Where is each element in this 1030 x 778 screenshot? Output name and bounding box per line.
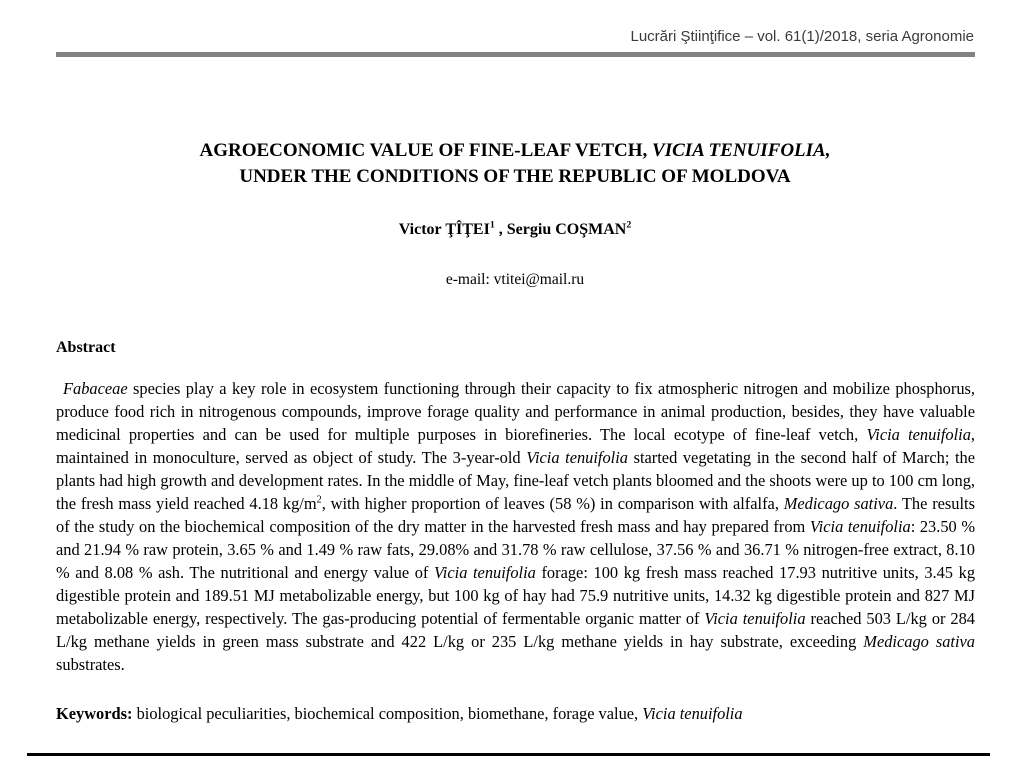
paper-title — [0, 138, 1030, 190]
paper-title-line2: UNDER THE CONDITIONS OF THE REPUBLIC OF MOLDOVA — [239, 166, 791, 187]
authors-line: Victor ŢÎŢEI$^1$ , Sergiu COŞMAN$^2$ — [398, 219, 632, 238]
abstract-section — [56, 377, 975, 725]
keywords-line: Keywords: biological peculiarities, biochemical composition, biomethane, forage value, Vicia tenuifolia — [56, 704, 743, 723]
abstract-body: Fabaceae species play a key role in ecosystem functioning through their capacity to fix atmospheric nitrogen and mobilize phosphorus, produce food rich in nitrogenous compounds, improve forage quality and performance in animal production, besides, they have valuable medicinal properties and can be used for multiple purposes in biorefineries. The local ecotype of fine-leaf vetch, Vicia tenuifolia, maintained in monoculture, served as object of study. The 3-year-old Vicia tenuifolia started vegetating in the second half of March; the plants had high growth and development rates. In the middle of May, fine-leaf vetch plants bloomed and the shoots were up to 100 cm long, the fresh mass yield reached 4.18 $kg/m^2$, with higher proportion of leaves (58 %) in comparison with alfalfa, Medicago sativa. The results of the study on the biochemical composition of the dry matter in the harvested fresh mass and hay prepared from Vicia tenuifolia: 23.50 % and 21.94 % raw protein, 3.65 % and 1.49 % raw fats, 29.08% and 31.78 % raw cellulose, 37.56 % and 36.71 % nitrogen-free extract, 8.10 % and 8.08 % ash. The nutritional and energy value of Vicia tenuifolia forage: 100 kg fresh mass reached 17.93 nutritive units, 3.45 kg digestible protein and 189.51 MJ metabolizable energy, but 100 kg of hay had 75.9 nutritive units, 14.32 kg digestible protein and 827 MJ metabolizable energy, respectively. The gas-producing potential of fermentable organic matter of Vicia tenuifolia reached 503 L/kg or 284 L/kg methane yields in green mass substrate and 422 L/kg or 235 L/kg methane yields in hay substrate, exceeding Medicago sativa substrates. — [56, 379, 976, 674]
abstract-heading: Abstract — [56, 339, 116, 356]
journal-header-line: Lucrări Ştiinţifice – vol. 61(1)/2018, seria Agronomie — [630, 28, 974, 45]
header-rule — [56, 52, 975, 57]
footer-rule — [27, 753, 990, 756]
paper-title-line1: AGROECONOMIC VALUE OF FINE-LEAF VETCH, VICIA TENUIFOLIA, — [199, 140, 831, 161]
email-line: e-mail: vtitei@mail.ru — [445, 271, 585, 288]
